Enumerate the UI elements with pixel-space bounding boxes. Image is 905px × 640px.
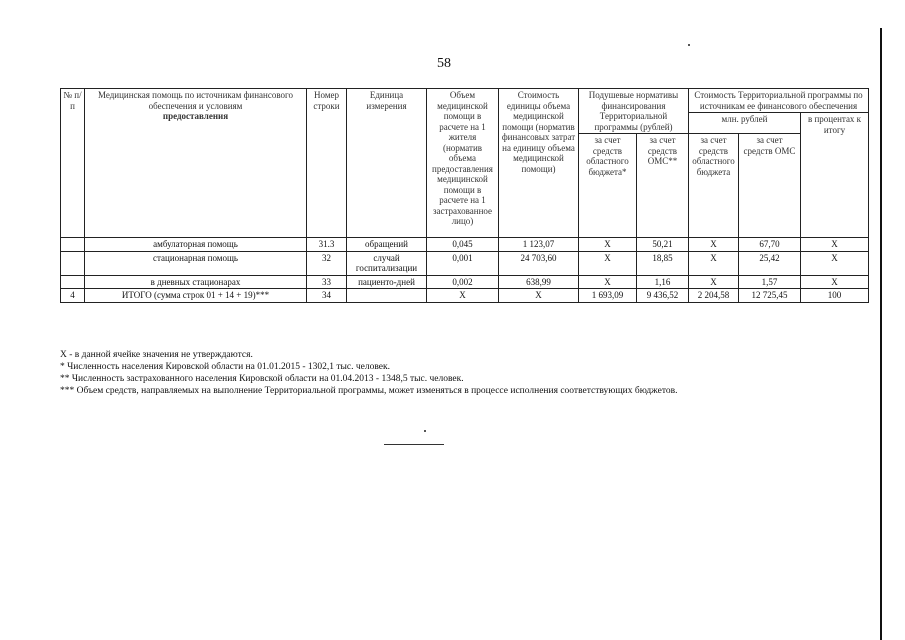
header-num: № п/п bbox=[61, 89, 85, 238]
cell-cost-oms: 12 725,45 bbox=[739, 289, 801, 303]
program-cost-table bbox=[60, 88, 869, 303]
header-row-number: Номер строки bbox=[307, 89, 347, 238]
cell-name: ИТОГО (сумма строк 01 + 14 + 19)*** bbox=[85, 289, 307, 303]
cell-cost-budget: X bbox=[689, 251, 739, 275]
cell-name: стационарная помощь bbox=[85, 251, 307, 275]
header-unit: Единица измерения bbox=[347, 89, 427, 238]
closing-rule bbox=[384, 444, 444, 445]
cell-cost-oms: 1,57 bbox=[739, 275, 801, 289]
header-cost-oms: за счет средств ОМС bbox=[739, 134, 801, 238]
cell-percent: X bbox=[801, 251, 869, 275]
page-edge-rule bbox=[880, 28, 882, 640]
header-mln-rub: млн. рублей bbox=[689, 113, 801, 134]
cell-per-capita-oms: 18,85 bbox=[637, 251, 689, 275]
cell-num: 4 bbox=[61, 289, 85, 303]
table-row-total bbox=[61, 289, 869, 303]
header-medical-care-text: Медицинская помощь по источникам финансового обеспечения и условиям bbox=[97, 90, 294, 111]
table-row bbox=[61, 238, 869, 252]
footnote: *** Объем средств, направляемых на выполнение Территориальной программы, может изменяться в процессе исполнения соответствующих бюджетов. bbox=[60, 386, 678, 396]
cell-name: амбулаторная помощь bbox=[85, 238, 307, 252]
cell-unit: обращений bbox=[347, 238, 427, 252]
header-medical-care bbox=[85, 89, 307, 238]
cell-percent: X bbox=[801, 238, 869, 252]
footnotes bbox=[60, 349, 850, 397]
cell-unit: случай госпитализации bbox=[347, 251, 427, 275]
cell-num bbox=[61, 275, 85, 289]
cell-percent: X bbox=[801, 275, 869, 289]
cell-volume: X bbox=[427, 289, 499, 303]
cell-per-capita-oms: 9 436,52 bbox=[637, 289, 689, 303]
cell-cost-oms: 67,70 bbox=[739, 238, 801, 252]
header-unit-cost: Стоимость единицы объема медицинской помощи (норматив финансовых затрат на единицу объема медицинской помощи) bbox=[499, 89, 579, 238]
footnote: * Численность населения Кировской области на 01.01.2015 - 1302,1 тыс. человек. bbox=[60, 362, 391, 372]
cell-volume: 0,045 bbox=[427, 238, 499, 252]
cell-cost: X bbox=[499, 289, 579, 303]
cell-per-capita-budget: X bbox=[579, 275, 637, 289]
scan-speck bbox=[424, 430, 426, 432]
scan-speck bbox=[688, 44, 690, 46]
cell-volume: 0,002 bbox=[427, 275, 499, 289]
cell-num bbox=[61, 251, 85, 275]
header-medical-care-text-bold: предоставления bbox=[162, 111, 229, 121]
header-percent: в процентах к итогу bbox=[801, 113, 869, 238]
header-per-capita-oms: за счет средств ОМС** bbox=[637, 134, 689, 238]
cell-row-number: 32 bbox=[307, 251, 347, 275]
cell-per-capita-budget: 1 693,09 bbox=[579, 289, 637, 303]
header-per-capita-norms: Подушевые нормативы финансирования Территориальной программы (рублей) bbox=[579, 89, 689, 134]
cell-cost: 1 123,07 bbox=[499, 238, 579, 252]
cell-cost-budget: X bbox=[689, 238, 739, 252]
cell-cost-budget: X bbox=[689, 275, 739, 289]
footnote: ** Численность застрахованного населения Кировской области на 01.04.2013 - 1348,5 тыс. человек. bbox=[60, 374, 464, 384]
header-volume: Объем медицинской помощи в расчете на 1 жителя (норматив объема предоставления медицинской помощи в расчете на 1 застрахованное лицо) bbox=[427, 89, 499, 238]
cell-volume: 0,001 bbox=[427, 251, 499, 275]
cell-percent: 100 bbox=[801, 289, 869, 303]
cell-per-capita-budget: X bbox=[579, 251, 637, 275]
header-program-cost: Стоимость Территориальной программы по источникам ее финансового обеспечения bbox=[689, 89, 869, 113]
cell-row-number: 31.3 bbox=[307, 238, 347, 252]
cell-cost: 24 703,60 bbox=[499, 251, 579, 275]
page-number: 58 bbox=[437, 56, 451, 71]
table-row bbox=[61, 251, 869, 275]
cell-unit: пациенто-дней bbox=[347, 275, 427, 289]
table-row bbox=[61, 275, 869, 289]
cell-name: в дневных стационарах bbox=[85, 275, 307, 289]
header-cost-budget: за счет средств областного бюджета bbox=[689, 134, 739, 238]
cell-cost: 638,99 bbox=[499, 275, 579, 289]
footnote: X - в данной ячейке значения не утверждаются. bbox=[60, 350, 253, 360]
cell-per-capita-budget: X bbox=[579, 238, 637, 252]
cell-row-number: 34 bbox=[307, 289, 347, 303]
cell-num bbox=[61, 238, 85, 252]
cell-row-number: 33 bbox=[307, 275, 347, 289]
cell-unit bbox=[347, 289, 427, 303]
cell-cost-oms: 25,42 bbox=[739, 251, 801, 275]
cell-per-capita-oms: 1,16 bbox=[637, 275, 689, 289]
cell-per-capita-oms: 50,21 bbox=[637, 238, 689, 252]
header-per-capita-budget: за счет средств областного бюджета* bbox=[579, 134, 637, 238]
cell-cost-budget: 2 204,58 bbox=[689, 289, 739, 303]
